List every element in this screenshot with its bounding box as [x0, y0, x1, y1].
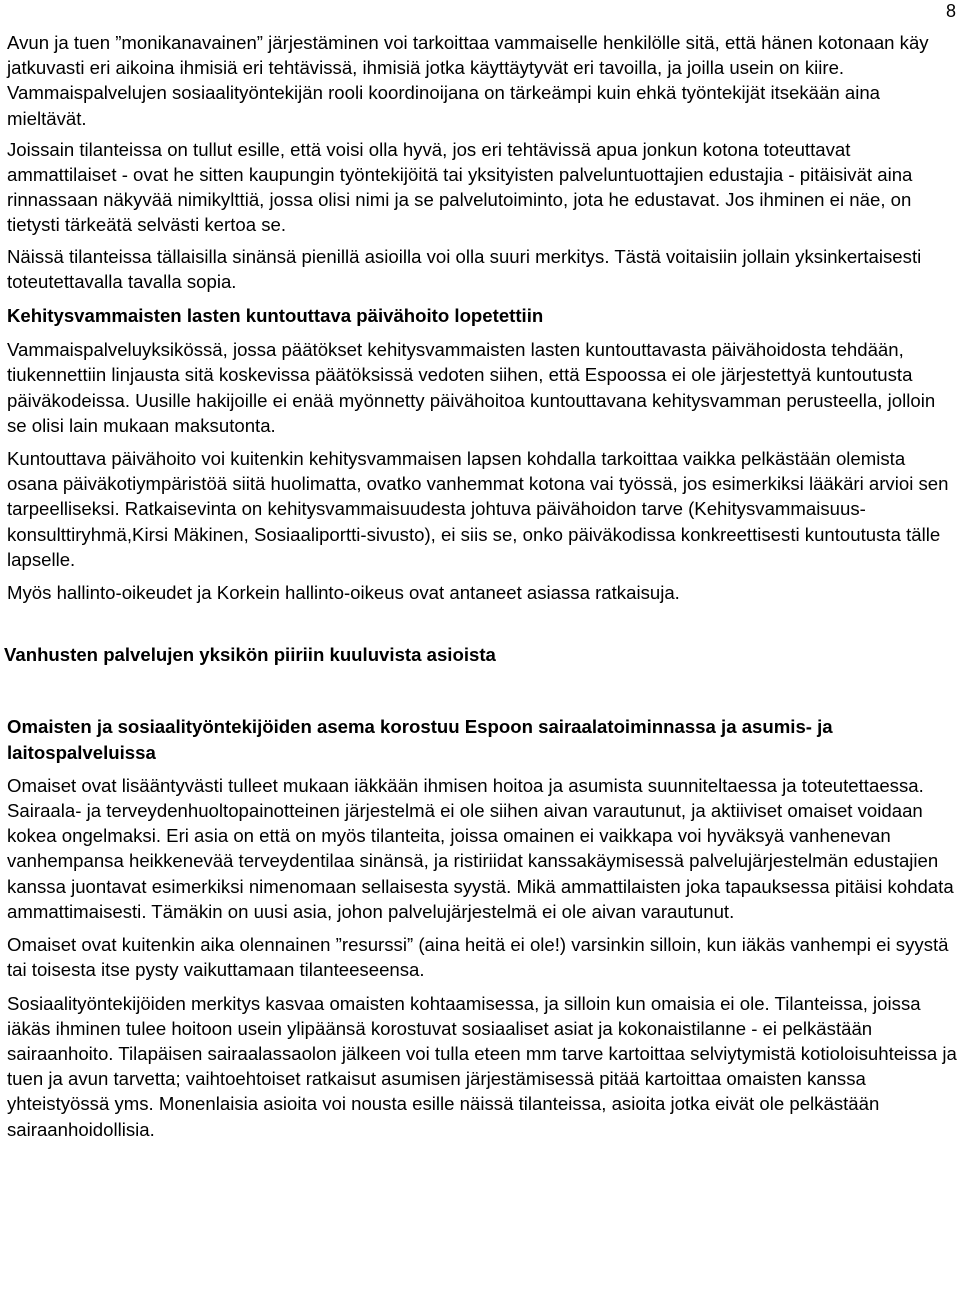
paragraph-omaiset-mukana: Omaiset ovat lisääntyvästi tulleet mukaan iäkkään ihmisen hoitoa ja asumista suunniteltaessa ja toteutettaessa. Sairaala- ja terveydenhuoltopainotteinen järjestelmä ei ole siihen aivan varautunut, ja aktiiviset omaiset voidaan kokea ongelmaksi. Eri asia on että on myös tilanteita, joissa omainen ei vaikkapa voi hyväksyä vanhenevan vanhempansa heikkenevää terveydentilaa sinänsä, ja ristiriidat kanssakäymisessä palvelujärjestelmän edustajien kanssa juontavat esimerkiksi nimenomaan sellaisesta syystä. Mikä ammattilaisten joka tapauksessa pitäisi kohdata ammattimaisesti. Tämäkin on uusi asia, johon palvelujärjestelmä ei ole aivan varautunut.: [7, 774, 954, 922]
page-number: 8: [945, 1, 956, 21]
paragraph-kuntouttava-paivahoito: Kuntouttava päivähoito voi kuitenkin kehitysvammaisen lapsen kohdalla tarkoittaa vaikka pelkästään olemista osana päiväkotiympäristöä siitä huolimatta, ovatko vanhemmat kotona vai työssä, jos esimerkiksi lääkäri arvioi sen tarpeelliseksi. Ratkaisevinta on kehitysvammaisuudesta johtuva päivähoidon tarve (Kehitysvammaisuus-konsulttiryhmä,Kirsi Mäkinen, Sosiaaliportti-sivusto), ei siis se, onko päiväkodissa konkreettisesti kuntoutusta tälle lapselle.: [7, 448, 949, 570]
paragraph-sosiaalityontekijat: Sosiaalityöntekijöiden merkitys kasvaa omaisten kohtaamisessa, ja silloin kun omaisia ei ole. Tilanteissa, joissa iäkäs ihminen tulee hoitoon usein ylipäänsä korostuvat sosiaaliset asiat ja kokonaistilanne - ei pelkästään sairaanhoito. Tilapäisen sairaalassaolon jälkeen voi tulla eteen mm tarve kartoittaa selviytymistä kotioloisuhteissa ja tuen ja avun tarvetta; vaihtoehtoiset ratkaisut asumisen järjestämisessä pitää kartoittaa omaisten kanssa yhteistyössä yms. Monenlaisia asioita voi nousta esille näissä tilanteissa, asioita jotka eivät ole pelkästään sairaanhoidollisia.: [7, 992, 957, 1140]
paragraph-nimikyltti: Joissain tilanteissa on tullut esille, että voisi olla hyvä, jos eri tehtävissä apua jonkun kotona toteuttavat ammattilaiset - ovat he sitten kaupungin työntekijöitä tai yksityisten palveluntuottajien edustajia - pitäisivät aina rinnassaan näkyvää nimikylttiä, jossa olisi nimi ja se palvelutoiminto, jota he edustavat. Jos ihminen ei näe, on tietysti tärkeätä selvästi kertoa se.: [7, 138, 913, 236]
paragraph-pienet-asiat: Näissä tilanteissa tällaisilla sinänsä pienillä asioilla voi olla suuri merkitys. Tästä voitaisiin jollain yksinkertaisesti toteutettavalla tavalla sopia.: [7, 245, 922, 292]
heading-vanhusten-palvelut: Vanhusten palvelujen yksikön piiriin kuuluvista asioista: [4, 644, 496, 666]
paragraph-omaiset-resurssi: Omaiset ovat kuitenkin aika olennainen ”resurssi” (aina heitä ei ole!) varsinkin silloin, kun iäkäs vanhempi ei syystä tai toisesta itse pysty vaikuttamaan tilanteeseensa.: [7, 934, 949, 981]
document-body: [4, 30, 957, 1142]
paragraph-monikanavainen: Avun ja tuen ”monikanavainen” järjestäminen voi tarkoittaa vammaiselle henkilölle sitä, että hänen kotonaan käy jatkuvasti eri aikoina ihmisiä eri tehtävissä, ihmisiä jotka käyttäytyvät eri tavoilla, ja joilla usein on kiire. Vammaispalvelujen sosiaalityöntekijän rooli koordinoijana on tärkeämpi kuin ehkä työntekijät itsekään aina mieltävät.: [7, 32, 929, 129]
heading-kehitysvammaiset-lapset: Kehitysvammaisten lasten kuntouttava päivähoito lopetettiin: [7, 305, 544, 327]
paragraph-vammaispalveluyksikko: Vammaispalveluyksikössä, jossa päätökset kehitysvammaisten lasten kuntouttavasta päivähoidosta tehdään, tiukennettiin linjausta sitä koskevissa päätöksissä vedoten siihen, että Espoossa ei ole järjestettyä kuntoutusta päiväkodeissa. Uusille hakijoille ei enää myönnetty päivähoitoa kuntouttavana kehitysvamman perusteella, jolloin se olisi lain mukaan maksutonta.: [7, 339, 936, 436]
heading-omaisten-asema: Omaisten ja sosiaalityöntekijöiden asema korostuu Espoon sairaalatoiminnassa ja asumis- ja laitospalveluissa: [7, 716, 833, 763]
paragraph-hallinto-oikeudet: Myös hallinto-oikeudet ja Korkein hallinto-oikeus ovat antaneet asiassa ratkaisuja.: [7, 582, 680, 604]
